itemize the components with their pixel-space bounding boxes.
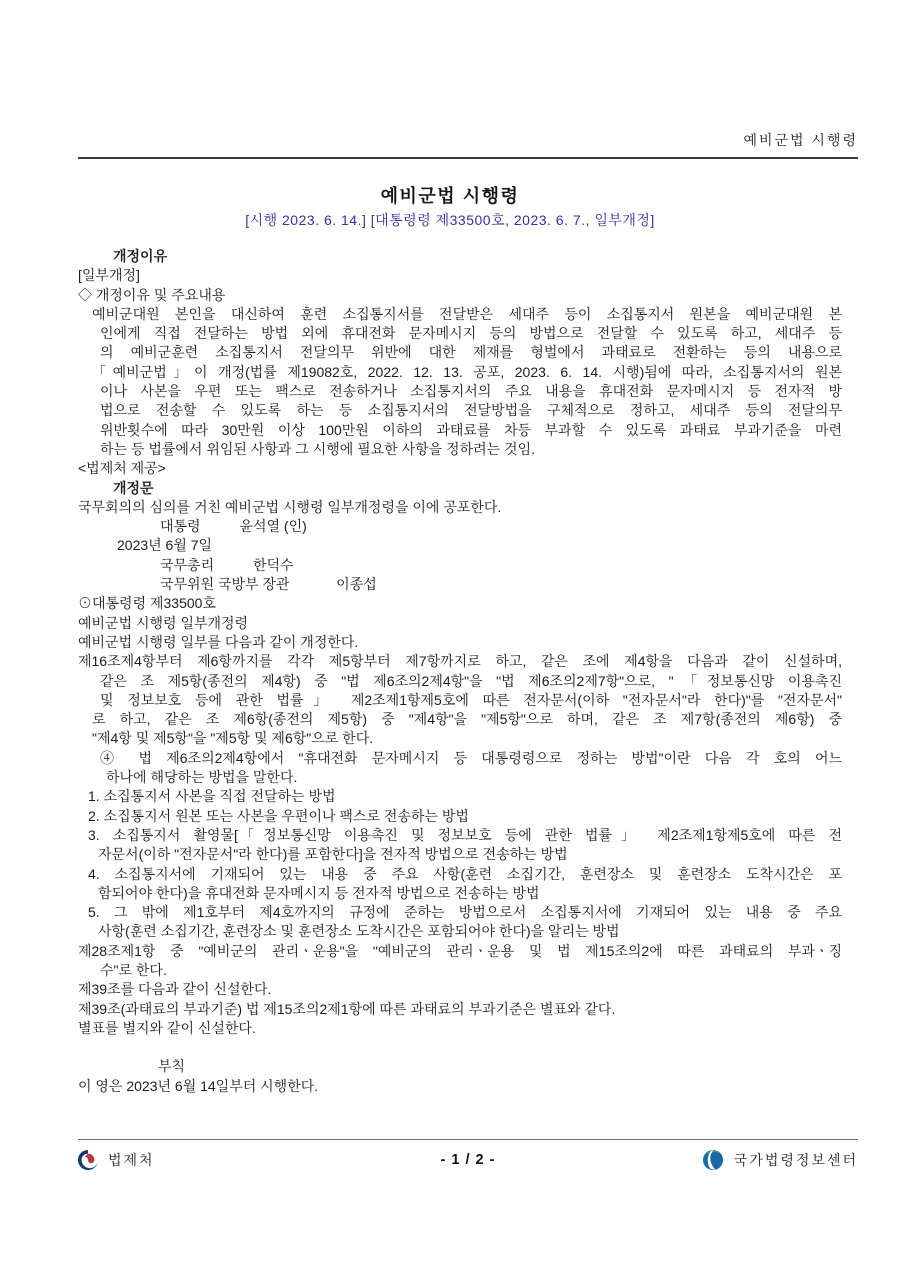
doc-line: 대통령 윤석열 (인) bbox=[160, 518, 307, 535]
doc-line: 국무위원 국방부 장관 이종섭 bbox=[160, 576, 377, 593]
doc-line: ④ 법 제6조의2제4항에서 "휴대전화 문자메시지 등 대통령령으로 정하는 방법"이란 다음 각 호의 어느 bbox=[100, 749, 842, 766]
footer-left-label: 법제처 bbox=[108, 1152, 155, 1168]
doc-line: 위반횟수에 따라 30만원 이상 100만원 이하의 과태료를 차등 부과할 수 있도록 과태료 부과기준을 마련 bbox=[100, 421, 842, 438]
doc-line: 하나에 해당하는 방법을 말한다. bbox=[106, 769, 298, 786]
doc-line: 인에게 직접 전달하는 방법 외에 휴대전화 문자메시지 등의 방법으로 전달할 수 있도록 하고, 세대주 등 bbox=[100, 325, 842, 342]
doc-line: 별표를 별지와 같이 신설한다. bbox=[78, 1019, 256, 1036]
doc-line: 법으로 전송할 수 있도록 하는 등 소집통지서의 전달방법을 구체적으로 정하고, 세대주 등의 전달의무 bbox=[100, 402, 842, 419]
doc-line: 사항(훈련 소집기간, 훈련장소 및 훈련장소 도착시간은 포함되어야 한다)을 알리는 방법 bbox=[98, 923, 620, 940]
footer-right-label: 국가법령정보센터 bbox=[733, 1152, 858, 1168]
section-heading: 개정문 bbox=[113, 479, 154, 496]
page-title: 예비군법 시행령 bbox=[380, 186, 520, 206]
header-rule bbox=[78, 157, 858, 159]
page-indicator: - 1 / 2 - bbox=[440, 1152, 496, 1168]
doc-line: 로 하고, 같은 조 제6항(종전의 제5항) 중 "제4항"을 "제5항"으로 하며, 같은 조 제7항(종전의 제6항) 중 bbox=[92, 711, 842, 728]
document-body bbox=[78, 247, 842, 1096]
doc-line: 예비군법 시행령 일부를 다음과 같이 개정한다. bbox=[78, 633, 359, 650]
doc-line: 예비군법 시행령 일부개정령 bbox=[78, 614, 249, 631]
doc-line: 예비군대원 본인을 대신하여 훈련 소집통지서를 전달받은 세대주 등이 소집통지서 원본을 예비군대원 본 bbox=[92, 305, 842, 322]
doc-line: 3. 소집통지서 촬영물[「정보통신망 이용촉진 및 정보보호 등에 관한 법률」 제2조제1항제5호에 따른 전 bbox=[88, 826, 842, 843]
doc-line: 같은 조 제5항(종전의 제4항) 중 "법 제6조의2제4항"을 "법 제6조의2제7항"으로, "「정보통신망 이용촉진 bbox=[100, 672, 842, 689]
doc-line: <법제처 제공> bbox=[78, 460, 166, 477]
doc-line: 제39조(과태료의 부과기준) 법 제15조의2제1항에 따른 과태료의 부과기준은 별표와 같다. bbox=[78, 1000, 616, 1017]
doc-line: 수"로 한다. bbox=[100, 961, 167, 978]
section-heading: 개정이유 bbox=[113, 248, 168, 264]
doc-line: 이나 사본을 우편 또는 팩스로 전송하거나 소집통지서의 주요 내용을 휴대전화 문자메시지 등 전자적 방 bbox=[100, 383, 842, 400]
doc-line: 제16조제4항부터 제6항까지를 각각 제5항부터 제7항까지로 하고, 같은 조에 제4항을 다음과 같이 신설하며, bbox=[78, 653, 842, 670]
doc-line: 자문서(이하 "전자문서"라 한다)를 포함한다]을 전자적 방법으로 전송하는 방법 bbox=[98, 846, 568, 863]
footer-rule bbox=[78, 1139, 858, 1140]
doc-line: 국무회의의 심의를 거친 예비군법 시행령 일부개정령을 이에 공포한다. bbox=[78, 498, 502, 515]
doc-line: 하는 등 법률에서 위임된 사항과 그 시행에 필요한 사항을 정하려는 것임. bbox=[100, 440, 535, 457]
header-doc-title: 예비군법 시행령 bbox=[743, 132, 858, 148]
doc-line: 2023년 6월 7일 bbox=[117, 537, 213, 554]
doc-line: [일부개정] bbox=[78, 267, 140, 284]
doc-line: "제4항 및 제5항"을 "제5항 및 제6항"으로 한다. bbox=[92, 730, 374, 747]
doc-line: 「예비군법」이 개정(법률 제19082호, 2022. 12. 13. 공포, 2023. 6. 14. 시행)됨에 따라, 소집통지서의 원본 bbox=[92, 363, 842, 380]
doc-line: 국무총리 한덕수 bbox=[160, 556, 294, 573]
doc-line: 부칙 bbox=[158, 1058, 186, 1075]
doc-line: ◇ 개정이유 및 주요내용 bbox=[78, 286, 226, 303]
doc-line bbox=[78, 1038, 842, 1057]
doc-line: 의 예비군훈련 소집통지서 전달의무 위반에 대한 제재를 형벌에서 과태료로 전환하는 등의 내용으로 bbox=[100, 344, 842, 361]
doc-line: 함되어야 한다)을 휴대전화 문자메시지 등 전자적 방법으로 전송하는 방법 bbox=[98, 884, 540, 901]
doc-line: 제39조를 다음과 같이 신설한다. bbox=[78, 981, 272, 998]
doc-line: 이 영은 2023년 6월 14일부터 시행한다. bbox=[78, 1077, 319, 1094]
doc-line: 1. 소집통지서 사본을 직접 전달하는 방법 bbox=[88, 788, 336, 805]
doc-line: 제28조제1항 중 "예비군의 관리ㆍ운용"을 "예비군의 관리ㆍ운용 및 법 제15조의2에 따른 과태료의 부과ㆍ징 bbox=[78, 942, 842, 959]
doc-line: 4. 소집통지서에 기재되어 있는 내용 중 주요 사항(훈련 소집기간, 훈련장소 및 훈련장소 도착시간은 포 bbox=[88, 865, 842, 882]
footer bbox=[78, 1146, 858, 1174]
page-subtitle: [시행 2023. 6. 14.] [대통령령 제33500호, 2023. 6. 7., 일부개정] bbox=[245, 212, 655, 228]
doc-line: 2. 소집통지서 원본 또는 사본을 우편이나 팩스로 전송하는 방법 bbox=[88, 807, 469, 824]
doc-line: 5. 그 밖에 제1호부터 제4호까지의 규정에 준하는 방법으로서 소집통지서에 기재되어 있는 내용 중 주요 bbox=[88, 904, 842, 921]
doc-line: ⊙대통령령 제33500호 bbox=[78, 595, 216, 612]
doc-line: 및 정보보호 등에 관한 법률」 제2조제1항제5호에 따른 전자문서(이하 "전자문서"라 한다)"를 "전자문서" bbox=[100, 691, 842, 708]
